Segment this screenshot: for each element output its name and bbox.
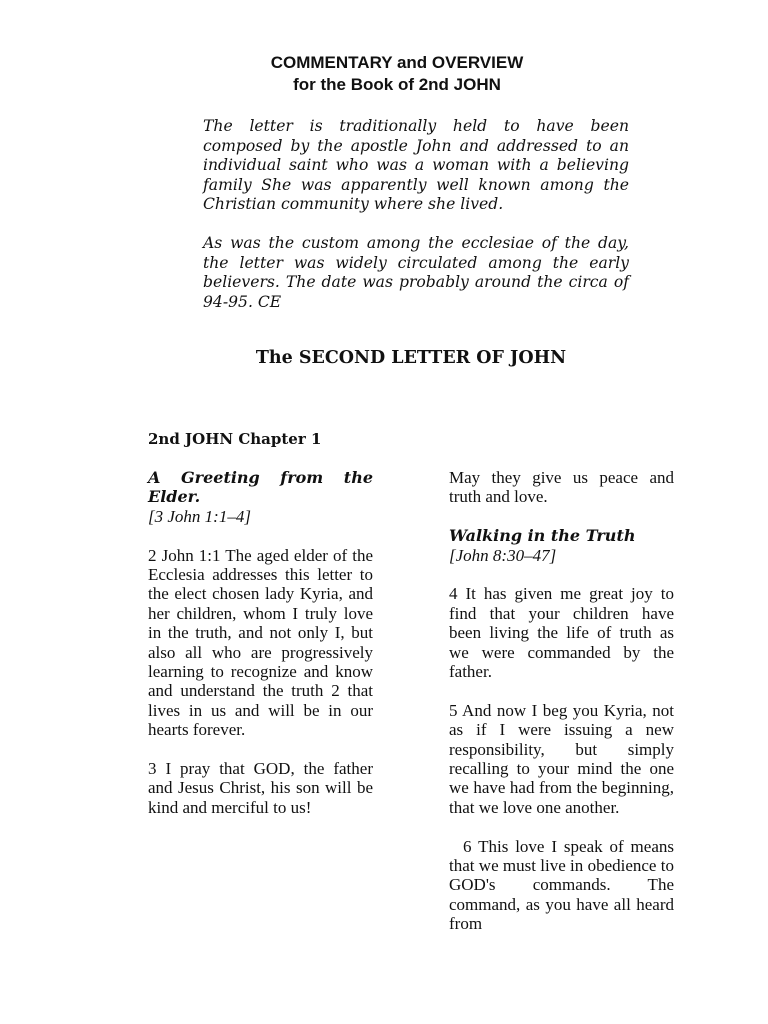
header-line-1: COMMENTARY and OVERVIEW <box>270 53 524 72</box>
right-column <box>449 468 674 953</box>
verse-1-2: 2 John 1:1 The aged elder of the Ecclesia addresses this letter to the elect chosen lady Kyria, and her children, whom I truly love in the truth, and not only I, but also all who are progressively learning to recognize and know and understand the truth 2 that lives in us and will be in our hearts forever. <box>148 545 373 740</box>
section-heading-walking: Walking in the Truth <box>449 526 636 546</box>
verse-6: 6 This love I speak of means that we must live in obedience to GOD's commands. The command, as you have all heard from <box>449 836 674 934</box>
left-column <box>148 468 373 837</box>
section-ref-greeting: [3 John 1:1–4] <box>148 506 251 526</box>
chapter-title: 2nd JOHN Chapter 1 <box>148 430 322 448</box>
section-ref-walking: [John 8:30–47] <box>449 545 557 565</box>
verse-3: 3 I pray that GOD, the father and Jesus Christ, his son will be kind and merciful to us! <box>148 759 373 817</box>
commentary-header <box>0 52 768 96</box>
section-heading-greeting: A Greeting from the Elder. <box>148 468 373 507</box>
verse-5: 5 And now I beg you Kyria, not as if I were issuing a new responsibility, but simply recalling to your mind the one we have had from the beginning, that we love one another. <box>449 700 674 817</box>
verse-3-continuation: May they give us peace and truth and love. <box>449 468 674 507</box>
walking-section <box>449 526 674 565</box>
header-line-2: for the Book of 2nd JOHN <box>293 75 501 94</box>
greeting-section <box>148 468 373 526</box>
intro-paragraph-1: The letter is traditionally held to have been composed by the apostle John and addressed to an individual saint who was a woman with a believing family She was apparently well known among the Christian community where she lived. <box>203 117 629 213</box>
verse-4: 4 It has given me great joy to find that your children have been living the life of truth as we were commanded by the father. <box>449 584 674 682</box>
letter-title: The SECOND LETTER OF JOHN <box>255 348 567 368</box>
intro-commentary <box>203 117 629 332</box>
intro-paragraph-2: As was the custom among the ecclesiae of the day, the letter was widely circulated among the early believers. The date was probably around the circa of 94-95. CE <box>203 234 629 311</box>
